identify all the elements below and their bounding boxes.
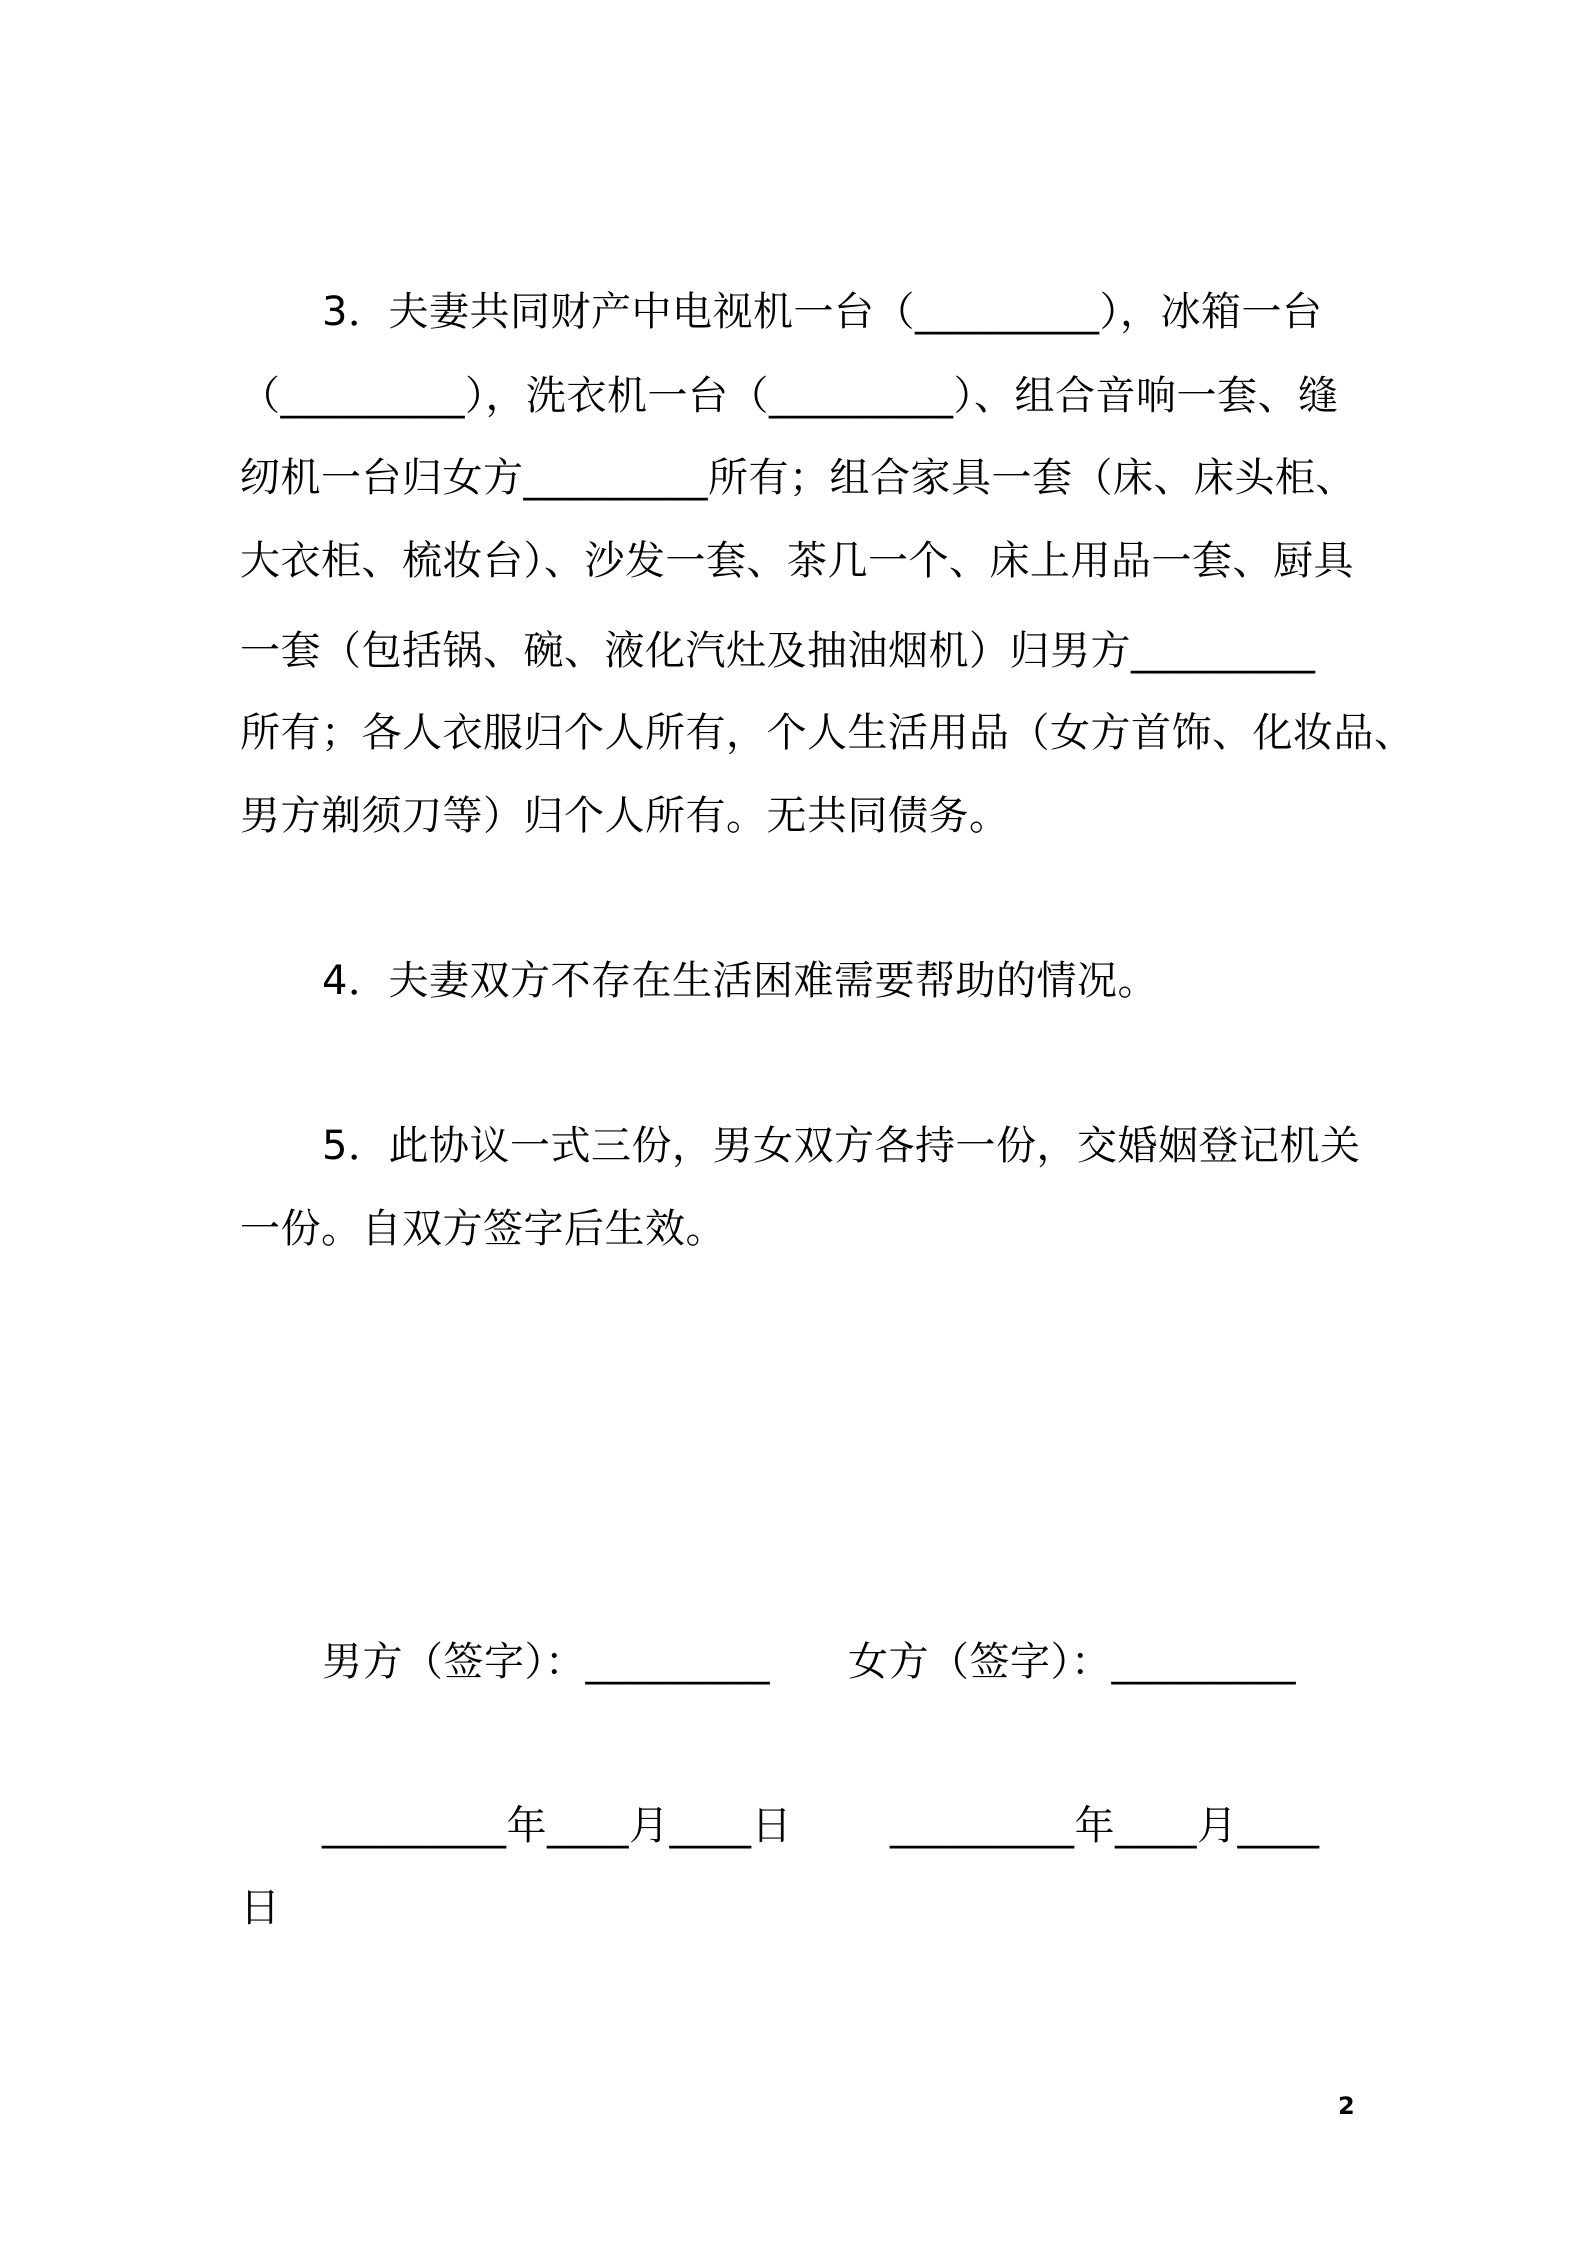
female-date-day: 日 [240, 1885, 281, 1931]
paragraph-3-line-2: （_________），洗衣机一台（_________）、组合音响一套、缝 [240, 373, 1339, 419]
page-number: 2 [1338, 2092, 1355, 2120]
paragraph-5-line-1: 5．此协议一式三份，男女双方各持一份，交婚姻登记机关 [322, 1123, 1361, 1169]
paragraph-3-line-4: 大衣柜、梳妆台）、沙发一套、茶几一个、床上用品一套、厨具 [240, 538, 1354, 584]
female-signature-line: 女方（签字）：_________ [848, 1639, 1296, 1685]
paragraph-4-line-1: 4．夫妻双方不存在生活困难需要帮助的情况。 [322, 958, 1158, 1004]
paragraph-3-line-6: 所有；各人衣服归个人所有，个人生活用品（女方首饰、化妆品、 [240, 710, 1415, 756]
paragraph-5-line-2: 一份。自双方签字后生效。 [240, 1206, 726, 1252]
paragraph-3-line-1: 3．夫妻共同财产中电视机一台（_________），冰箱一台 [322, 289, 1323, 335]
male-signature-line: 男方（签字）：_________ [322, 1639, 770, 1685]
female-date-line: _________年____月____ [890, 1803, 1320, 1849]
paragraph-3-line-3: 纫机一台归女方_________所有；组合家具一套（床、床头柜、 [240, 455, 1356, 501]
paragraph-3-line-7: 男方剃须刀等）归个人所有。无共同债务。 [240, 793, 1010, 839]
paragraph-3-line-5: 一套（包括锅、碗、液化汽灶及抽油烟机）归男方_________ [240, 628, 1316, 674]
male-date-line: _________年____月____日 [322, 1803, 792, 1849]
